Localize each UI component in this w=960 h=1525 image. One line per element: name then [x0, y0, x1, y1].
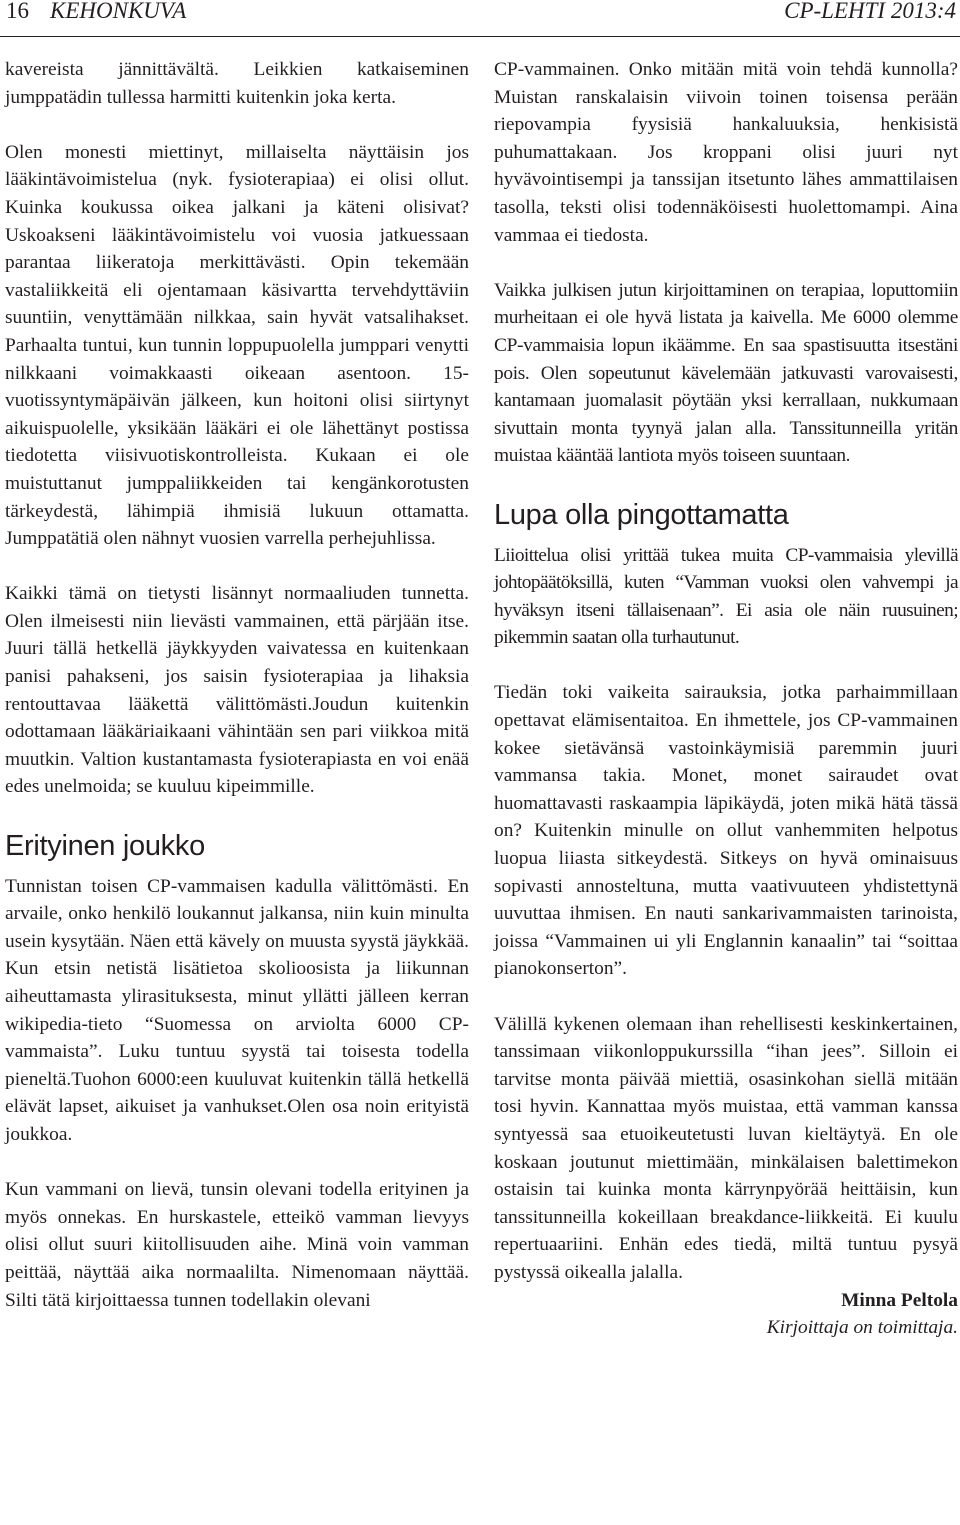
- paragraph: kavereista jännittävältä. Leikkien katkaiseminen jumppatädin tullessa harmitti kuitenkin joka kerta.: [5, 59, 469, 108]
- author-role: Kirjoittaja on toimittaja.: [766, 1317, 958, 1339]
- issue-label: CP-LEHTI 2013:4: [784, 0, 956, 23]
- paragraph: CP-vammainen. Onko mitään mitä voin tehdä kunnolla? Muistan ranskalaisin viivoin toinen toisensa perään riepovampia fyysisiä hankaluuksia, henkisistä puhumattakaan. Jos kroppani olisi juuri nyt hyvävointisempi ja tanssijan itsetunto lähes ammattilaisen tasolla, teksti olisi todennäköisesti huolettomampi. Aina vammaa ei tiedosta.: [494, 59, 958, 246]
- paragraph: Vaikka julkisen jutun kirjoittaminen on terapiaa, loputtomiin murheitaan ei ole hyvä listata ja kaivella. Me 6000 olemme CP-vammaisia lopun ikäämme. En saa spastisuutta itsestäni pois. Olen sopeutunut kävelemään jatkuvasti varovaisesti, kantamaan juomalasit pöytään yksi kerrallaan, nukkumaan sivuttain monta tyynyä jalan alla. Tanssitunneilla yritän muistaa kääntää lantiota myös toiseen suuntaan.: [494, 279, 958, 467]
- page-number: 16: [6, 0, 29, 23]
- paragraph: Liioittelua olisi yrittää tukea muita CP-vammaisia ylevillä johtopäätöksillä, kuten “Vamman vuoksi olen vahvempi ja hyväksyn itseni tällaisenaan”. Ei asia ole näin ruusuinen; pikemmin saatan olla turhautunut.: [494, 544, 958, 649]
- author-name: Minna Peltola: [841, 1289, 958, 1311]
- right-column: [494, 56, 958, 1342]
- paragraph: Olen monesti miettinyt, millaiselta näyttäisin jos lääkintävoimistelua (nyk. fysioterapiaa) ei olisi ollut. Kuinka koukussa oikea jalkani ja käteni olisivat? Uskoakseni lääkintävoimistelu voi vuosia jatkuessaan parantaa liikeratoja merkittävästi. Opin tekemään vastaliikkeitä eli ojentamaan käsivartta tervehdyttäviin suuntiin, venyttämään nilkkaa, sain hyvät vatsalihakset. Parhaalta tuntui, kun tunnin loppupuolella jumppari venytti nilkkaani voimakkaasti oikeaan asentoon. 15-vuotissyntymäpäivän jälkeen, kun hoitoni olisi siirtynyt aikuispuolelle, yksikään lääkäri ei ole lähettänyt postissa tiedotetta viisivuotiskontrolleista. Kukaan ei ole muistuttanut jumppaliikkeiden tai kengänkorotusten tärkeydestä, lähimpiä ihmisiä lukuun ottamatta. Jumppatätiä olen nähnyt vuosien varrella perhejuhlissa.: [5, 141, 469, 550]
- section-heading: Erityinen joukko: [5, 829, 205, 862]
- page-header: [0, 0, 960, 30]
- section-heading: Lupa olla pingottamatta: [494, 498, 789, 531]
- paragraph: Välillä kykenen olemaan ihan rehellisesti keskinkertainen, tanssimaan viikonloppukurssilla “ihan jees”. Silloin ei tarvitse monta päivää miettiä, osasinkohan siellä mitään tosi hyvin. Kannattaa myös muistaa, että vamman kanssa syntyessä saa etuoikeutetusti luvan kieltäytyä. En ole koskaan joutunut miettimään, minkälaisen balettimekon ostaisin tai kuinka monta kärrynpyörää heittäisin, kun tanssitunneilla kokeillaan breakdance-liikkeitä. Ei kuulu repertuaariini. Enhän edes tiedä, miltä tuntuu pysyä pystyssä oikealla jalalla.: [494, 1013, 958, 1283]
- section-title: KEHONKUVA: [50, 0, 187, 23]
- header-rule: [0, 36, 960, 37]
- left-column: [5, 56, 469, 1342]
- paragraph: Tunnistan toisen CP-vammaisen kadulla välittömästi. En arvaile, onko henkilö loukannut jalkansa, niin kuin minulta usein kysytään. Näen että kävely on muusta syystä jäykkää. Kun etsin netistä lisätietoa skolioosista ja liikunnan aiheuttamasta ylirasituksesta, minut yllätti jälleen kerran wikipedia-tieto “Suomessa on arviolta 6000 CP-vammaista”. Luku tuntuu syystä tai toisesta todella pieneltä.Tuohon 6000:een kuuluvat kuitenkin tällä hetkellä elävät lapset, aikuiset ja vanhukset.Olen osa noin erityistä joukkoa.: [5, 875, 469, 1145]
- paragraph: Kaikki tämä on tietysti lisännyt normaaliuden tunnetta. Olen ilmeisesti niin lievästi vammainen, että pärjään itse. Juuri tällä hetkellä jäykkyyden vaivatessa en kuitenkaan panisi pahakseni, jos saisin fysioterapiaa ja lihaksia rentouttavaa lääkettä välittömästi.Joudun kuitenkin odottamaan lääkäriaikaani vähintään sen pari viikkoa mitä muutkin. Valtion kustantamasta fysioterapiasta en voi enää edes unelmoida; se kuuluu kipeimmille.: [5, 583, 469, 798]
- paragraph: Kun vammani on lievä, tunsin olevani todella erityinen ja myös onnekas. En hurskastele, etteikö vamman lievyys olisi ollut suuri kiitollisuuden aihe. Minä voin vamman peittää, näyttää aika normaalilta. Nimenomaan näyttää. Silti tätä kirjoittaessa tunnen todellakin olevani: [5, 1179, 469, 1311]
- paragraph: Tiedän toki vaikeita sairauksia, jotka parhaimmillaan opettavat elämisentaitoa. En ihmettele, jos CP-vammainen kokee sietävänsä vastoinkäymisiä paremmin juuri vammansa takia. Monet, monet sairaudet ovat huomattavasti raskaampia läpikäydä, joten mikä hätä tässä on? Kuitenkin minulle on ollut vanhemmiten helpotus luopua liiasta sitkeydestä. Sitkeys on hyvä ominaisuus sopivasti annosteltuna, mutta vaativuuteen yhdistettynä uuvuttaa ihmisen. En nauti sankarivammaisten tarinoista, joissa “Vammainen ui yli Englannin kanaalin” tai “soittaa pianokonserton”.: [494, 682, 958, 980]
